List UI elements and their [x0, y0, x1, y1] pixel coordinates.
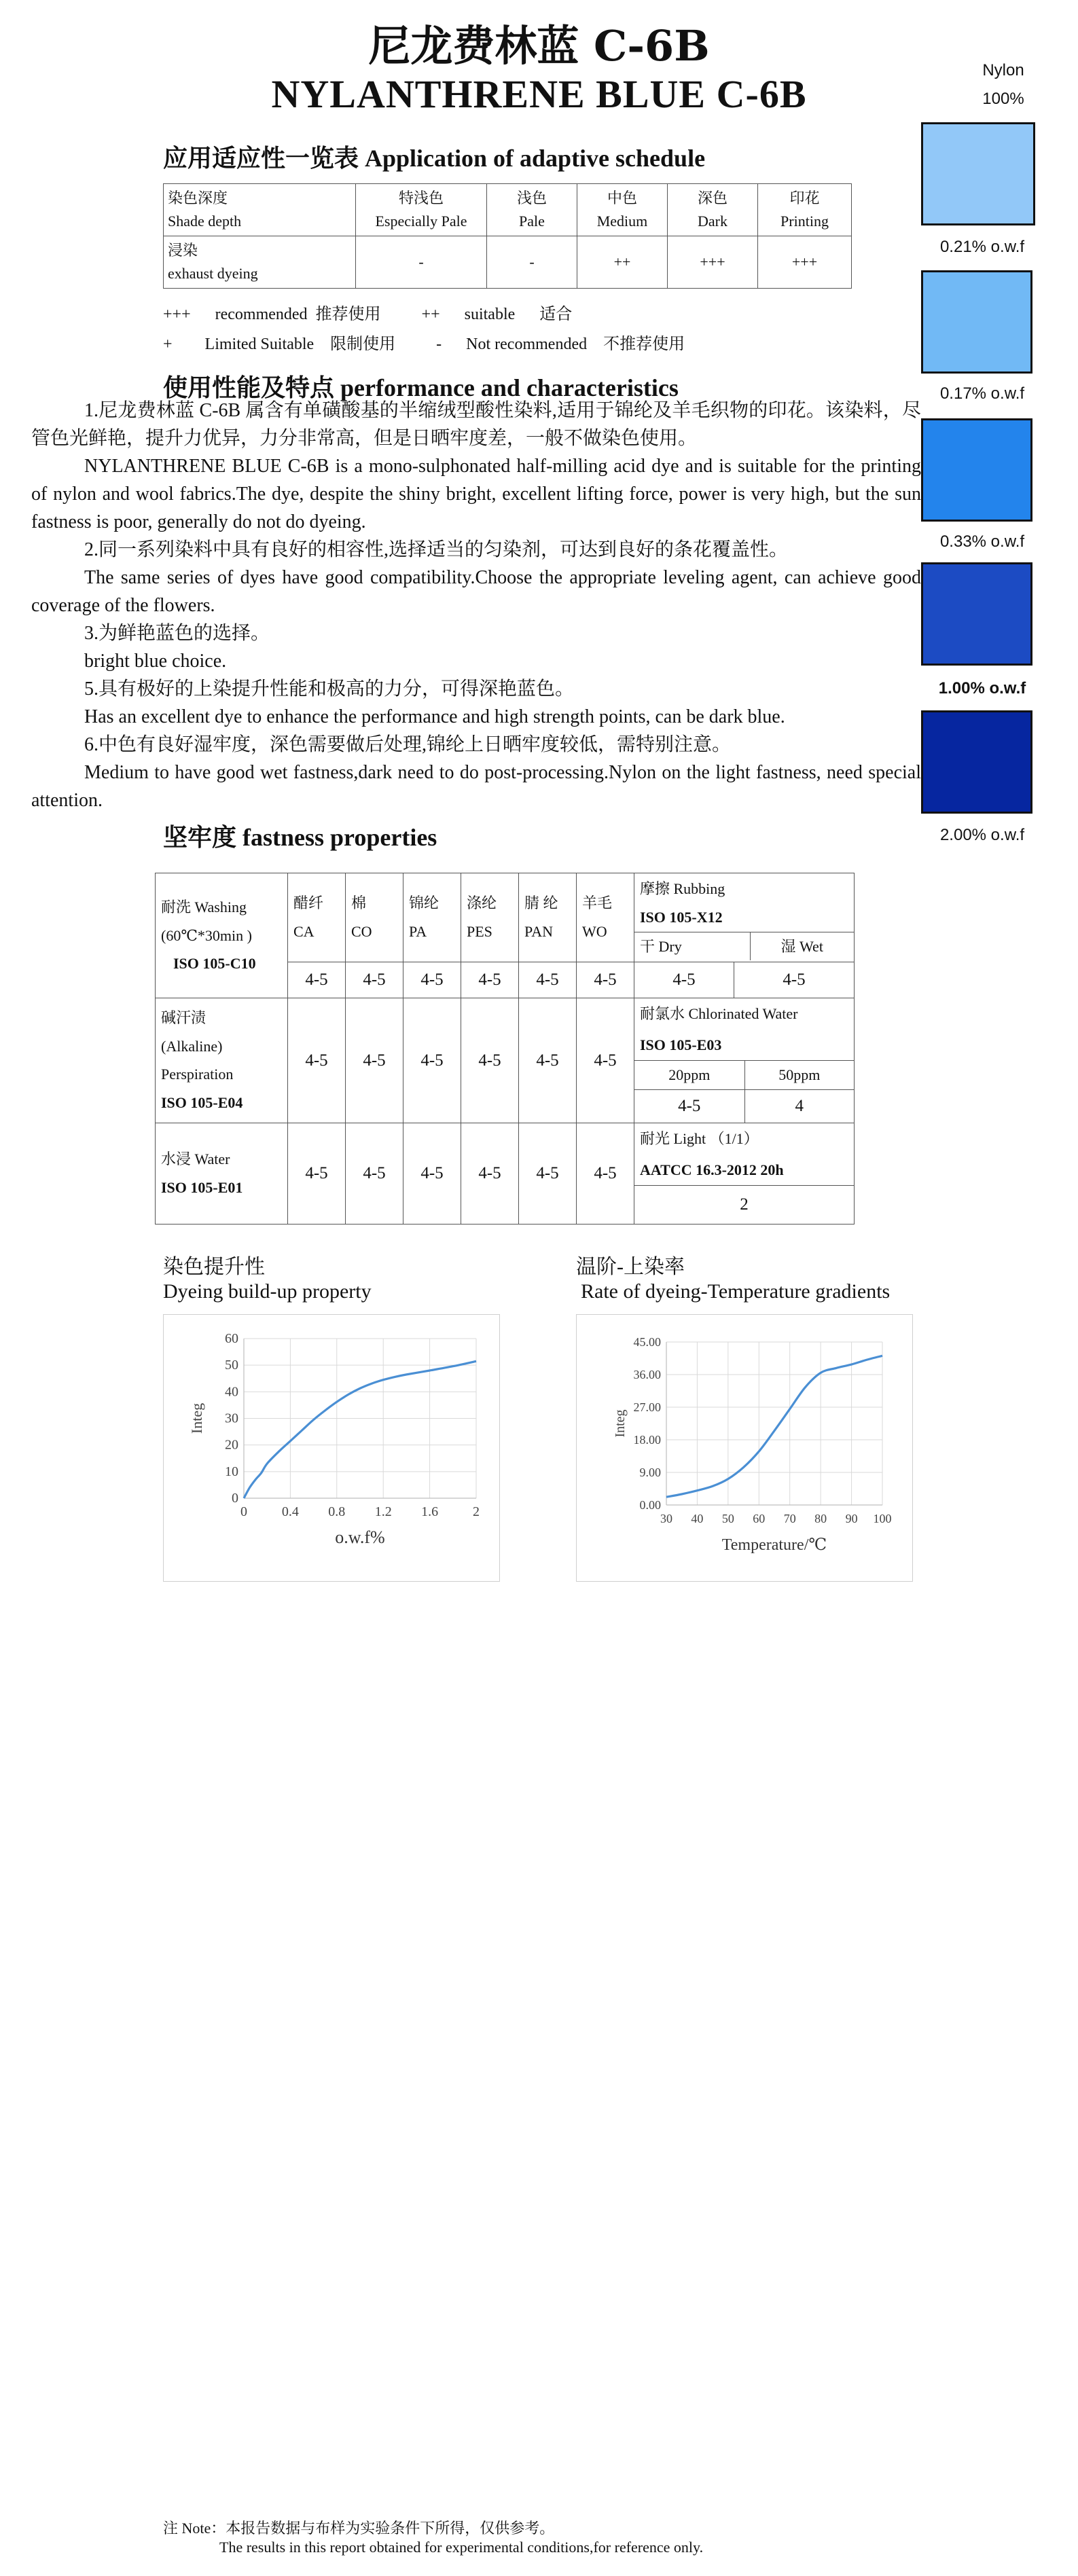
- y-tick-label: 60: [225, 1331, 238, 1346]
- swatch-header-percent: 100%: [982, 90, 1024, 108]
- swatch-label: 0.33% o.w.f: [939, 532, 1025, 551]
- x-tick-label: 0.4: [281, 1504, 299, 1519]
- water-row: [156, 1123, 855, 1224]
- header-cn: 特浅色: [398, 189, 444, 206]
- footer-note-cn: 注 Note：本报告数据与布样为实验条件下所得，仅供参考。: [163, 2520, 555, 2537]
- x-tick-label: 90: [845, 1512, 858, 1525]
- row-label-exhaust-dyeing: [164, 236, 356, 289]
- chart-right-caption-cn: 温阶-上染率: [576, 1256, 685, 1278]
- header-en: Medium: [596, 213, 648, 230]
- title-chinese: 尼龙费林蓝 C-6B: [368, 21, 710, 71]
- header-cn: 深色: [697, 189, 727, 206]
- buildup-chart: [164, 1315, 499, 1581]
- application-table: [163, 183, 852, 289]
- x-tick-label: 0.8: [328, 1504, 346, 1519]
- washing-value: 4-5: [403, 962, 461, 998]
- paragraph: bright blue choice.: [84, 651, 227, 672]
- fiber-cn: 锦纶: [409, 894, 439, 912]
- header-cell-dark: [668, 184, 758, 236]
- perspiration-standard: ISO 105-E04: [161, 1094, 243, 1112]
- washing-label: 耐洗 Washing: [161, 898, 247, 915]
- washing-condition: (60℃*30min ): [161, 926, 252, 944]
- chart-left-caption-en: Dyeing build-up property: [163, 1280, 372, 1303]
- x-tick-label: 1.2: [374, 1504, 392, 1519]
- x-tick-label: 60: [753, 1512, 766, 1525]
- paragraph: 1.尼龙费林蓝 C-6B 属含有单磺酸基的半缩绒型酸性染料,适用于锦纶及羊毛织物的印花。该染料，尽管色光鲜艳，提升力优异，力分非常高，但是日晒牢度差，一般不做染色使用。: [31, 400, 921, 449]
- header-en: Pale: [519, 213, 545, 230]
- fiber-en: CO: [351, 923, 372, 941]
- y-tick-label: 0: [232, 1491, 238, 1506]
- perspiration-value: 4-5: [288, 998, 346, 1123]
- header-cell-medium: [577, 184, 668, 236]
- swatch-label: 0.17% o.w.f: [939, 384, 1025, 403]
- x-tick-label: 100: [873, 1512, 892, 1525]
- value-cell: ++: [577, 236, 668, 289]
- header-cell-especially-pale: [356, 184, 487, 236]
- swatch-label: 0.21% o.w.f: [939, 238, 1025, 256]
- application-header-row: [164, 184, 852, 236]
- rubbing-label-cell: [634, 873, 855, 962]
- fiber-en: PA: [409, 923, 427, 941]
- rubbing-subheader: [634, 932, 854, 961]
- perspiration-row: [156, 998, 855, 1123]
- washing-value: 4-5: [519, 962, 577, 998]
- chlorinated-cell: [634, 998, 855, 1123]
- fiber-header-pa: [403, 873, 461, 962]
- value-cell: -: [356, 236, 487, 289]
- water-label: 水浸 Water: [161, 1150, 230, 1168]
- header-cell-pale: [487, 184, 577, 236]
- x-axis-label: Temperature/℃: [721, 1536, 827, 1554]
- header-en: Shade depth: [168, 213, 242, 230]
- chlorinated-50ppm-label: 50ppm: [778, 1066, 821, 1084]
- rubbing-standard: ISO 105-X12: [640, 908, 723, 926]
- fiber-header-pan: [519, 873, 577, 962]
- x-tick-label: 50: [721, 1512, 734, 1525]
- y-tick-label: 27.00: [633, 1400, 661, 1414]
- fiber-header-pes: [461, 873, 519, 962]
- fiber-cn: 醋纤: [293, 894, 324, 912]
- chlorinated-values: [634, 1089, 854, 1123]
- paragraph: Has an excellent dye to enhance the performance and high strength points, can be dark blue.: [84, 706, 785, 727]
- paragraph: 5.具有极好的上染提升性能和极高的力分，可得深艳蓝色。: [84, 678, 575, 700]
- water-standard: ISO 105-E01: [161, 1178, 243, 1196]
- y-tick-label: 9.00: [639, 1466, 661, 1479]
- washing-value: 4-5: [288, 962, 346, 998]
- legend-line-1: +++ recommended 推荐使用 ++ suitable 适合: [163, 306, 573, 323]
- value-cell: -: [487, 236, 577, 289]
- washing-value: 4-5: [346, 962, 403, 998]
- value-cell: +++: [668, 236, 758, 289]
- swatch-label: 2.00% o.w.f: [939, 826, 1025, 844]
- perspiration-label: 碱汗渍: [161, 1009, 206, 1026]
- fiber-header-co: [346, 873, 403, 962]
- y-tick-label: 30: [225, 1411, 238, 1426]
- water-value: 4-5: [577, 1123, 634, 1224]
- washing-value: 4-5: [577, 962, 634, 998]
- color-swatch: [921, 418, 1032, 522]
- light-value: 2: [634, 1185, 854, 1224]
- color-swatch: [921, 710, 1032, 814]
- perspiration-value: 4-5: [403, 998, 461, 1123]
- buildup-chart-box: [163, 1314, 500, 1582]
- rubbing-wet-label: 湿 Wet: [780, 937, 823, 955]
- fiber-header-ca: [288, 873, 346, 962]
- y-tick-label: 40: [225, 1384, 238, 1400]
- paragraph: The same series of dyes have good compatibility.Choose the appropriate leveling agent, can achieve good coverage of the flowers.: [31, 567, 921, 616]
- chlorinated-50ppm-value: 4: [795, 1097, 804, 1116]
- light-standard: AATCC 16.3-2012 20h: [640, 1161, 784, 1178]
- y-tick-label: 45.00: [633, 1335, 661, 1349]
- paragraph: 3.为鲜艳蓝色的选择。: [84, 623, 270, 644]
- header-cn: 中色: [607, 189, 637, 206]
- fiber-header-wo: [577, 873, 634, 962]
- header-cn: 染色深度: [168, 189, 228, 206]
- water-value: 4-5: [519, 1123, 577, 1224]
- y-tick-label: 18.00: [633, 1433, 661, 1447]
- light-cell: [634, 1123, 855, 1224]
- rubbing-dry-label: 干 Dry: [634, 932, 751, 961]
- perspiration-value: 4-5: [461, 998, 519, 1123]
- water-label-cell: [156, 1123, 288, 1224]
- washing-standard: ISO 105-C10: [173, 955, 256, 973]
- header-cell-printing: [758, 184, 852, 236]
- perspiration-value: 4-5: [346, 998, 403, 1123]
- chart-left-caption-cn: 染色提升性: [163, 1256, 265, 1278]
- y-tick-label: 36.00: [633, 1368, 661, 1381]
- water-value: 4-5: [461, 1123, 519, 1224]
- color-swatch: [921, 270, 1032, 374]
- application-row-exhaust: [164, 236, 852, 289]
- x-tick-label: 70: [783, 1512, 796, 1525]
- chlorinated-standard: ISO 105-E03: [640, 1036, 722, 1053]
- series-line: [666, 1356, 882, 1497]
- chlorinated-label: 耐氯水 Chlorinated Water: [640, 1004, 798, 1022]
- light-label: 耐光 Light （1/1）: [640, 1129, 759, 1147]
- chart-right-caption-en: Rate of dyeing-Temperature gradients: [581, 1280, 891, 1303]
- paragraph: 2.同一系列染料中具有良好的相容性,选择适当的匀染剂，可达到良好的条花覆盖性。: [84, 539, 789, 560]
- fastness-section-title: 坚牢度 fastness properties: [163, 824, 437, 851]
- fiber-en: PAN: [524, 923, 553, 941]
- perspiration-label-en: Perspiration: [161, 1066, 234, 1083]
- application-section-title: 应用适应性一览表 Application of adaptive schedule: [163, 145, 706, 172]
- temperature-chart-box: [576, 1314, 913, 1582]
- y-tick-label: 50: [225, 1358, 238, 1373]
- x-tick-label: 80: [814, 1512, 827, 1525]
- y-tick-label: 10: [225, 1464, 238, 1479]
- chlorinated-20ppm-value: 4-5: [634, 1090, 745, 1123]
- water-value: 4-5: [346, 1123, 403, 1224]
- fiber-cn: 羊毛: [582, 894, 613, 912]
- water-value: 4-5: [288, 1123, 346, 1224]
- series-line: [244, 1361, 476, 1498]
- rubbing-dry-value: 4-5: [634, 962, 734, 998]
- paragraph: Medium to have good wet fastness,dark need to do post-processing.Nylon on the light fastness, need special attention.: [31, 762, 921, 811]
- header-cn: 印花: [789, 189, 820, 206]
- fastness-table: [155, 873, 855, 1224]
- paragraph: NYLANTHRENE BLUE C-6B is a mono-sulphonated half-milling acid dye and is suitable for the printing of nylon and wool fabrics.The dye, despite the shiny bright, excellent lifting force, power is very high, but the sun fastness is poor, generally do not do dyeing.: [31, 456, 921, 532]
- perspiration-value: 4-5: [577, 998, 634, 1123]
- color-swatch: [921, 122, 1035, 225]
- washing-label-cell: [156, 873, 288, 998]
- title-english: NYLANTHRENE BLUE C-6B: [271, 72, 807, 116]
- y-axis-label: Integ: [188, 1402, 205, 1434]
- fastness-header-row: [156, 873, 855, 962]
- header-en: Printing: [780, 213, 829, 230]
- x-tick-label: 2: [473, 1504, 480, 1519]
- x-tick-label: 0: [240, 1504, 247, 1519]
- fiber-en: WO: [582, 923, 607, 941]
- fiber-en: PES: [467, 923, 492, 941]
- rubbing-wet-value: 4-5: [734, 962, 855, 998]
- y-axis-label: Integ: [613, 1409, 628, 1438]
- fiber-cn: 棉: [351, 894, 367, 912]
- x-tick-label: 30: [660, 1512, 672, 1525]
- washing-value: 4-5: [461, 962, 519, 998]
- fiber-en: CA: [293, 923, 315, 941]
- temperature-chart: [577, 1315, 912, 1581]
- perspiration-label-cell: [156, 998, 288, 1123]
- swatch-label: 1.00% o.w.f: [938, 679, 1026, 697]
- y-tick-label: 0.00: [639, 1498, 661, 1512]
- y-tick-label: 20: [225, 1437, 238, 1453]
- footer-note-en: The results in this report obtained for experimental conditions,for reference only.: [219, 2539, 704, 2556]
- paragraph: 6.中色有良好湿牢度，深色需要做后处理,锦纶上日晒牢度较低，需特别注意。: [84, 734, 732, 755]
- x-tick-label: 40: [691, 1512, 704, 1525]
- x-axis-label: o.w.f%: [335, 1527, 385, 1547]
- x-tick-label: 1.6: [421, 1504, 439, 1519]
- legend-line-2: + Limited Suitable 限制使用 - Not recommended 不推荐使用: [163, 335, 685, 353]
- header-en: Especially Pale: [375, 213, 467, 230]
- swatch-header-fabric: Nylon: [982, 61, 1024, 79]
- header-cell-shade-depth: [164, 184, 356, 236]
- perspiration-type: (Alkaline): [161, 1037, 223, 1055]
- water-value: 4-5: [403, 1123, 461, 1224]
- chlorinated-subheader: [634, 1060, 854, 1089]
- fiber-cn: 涤纶: [467, 894, 497, 912]
- row-label-en: exhaust dyeing: [168, 265, 258, 283]
- perspiration-value: 4-5: [519, 998, 577, 1123]
- row-label-cn: 浸染: [168, 242, 198, 259]
- chlorinated-20ppm-label: 20ppm: [634, 1061, 745, 1089]
- header-en: Dark: [698, 213, 727, 230]
- color-swatch: [921, 562, 1032, 666]
- value-cell: +++: [758, 236, 852, 289]
- rubbing-label: 摩擦 Rubbing: [640, 880, 725, 897]
- performance-section-title: 使用性能及特点 performance and characteristics: [163, 374, 679, 401]
- header-cn: 浅色: [516, 189, 547, 206]
- fiber-cn: 腈 纶: [524, 894, 558, 912]
- characteristics-text: [31, 397, 921, 814]
